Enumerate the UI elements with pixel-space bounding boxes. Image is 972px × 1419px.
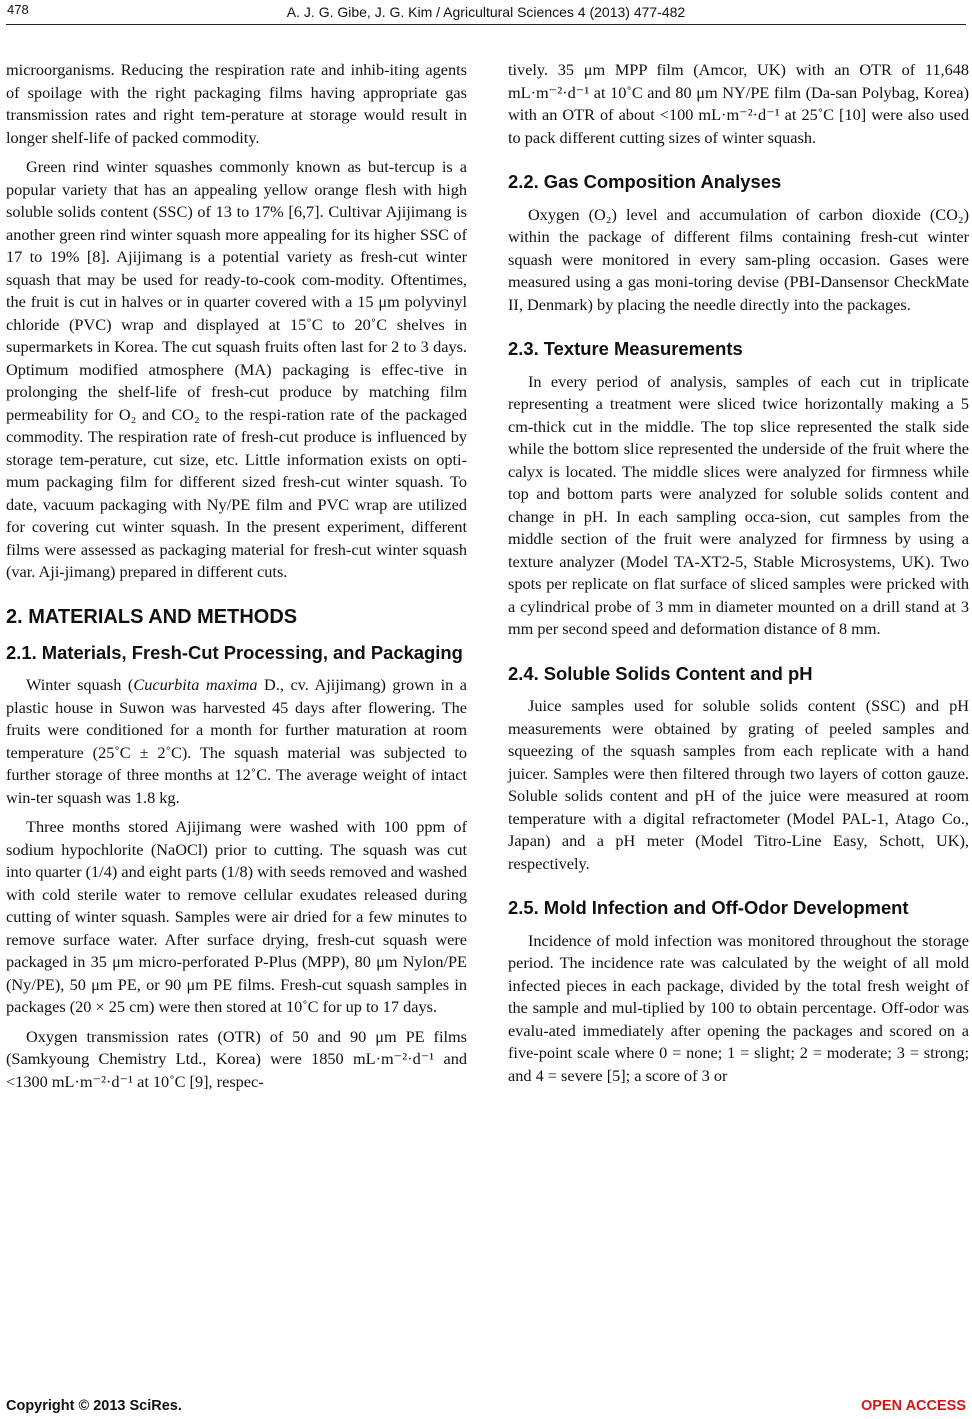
header-rule: [6, 24, 966, 25]
subsection-heading-2-2: 2.2. Gas Composition Analyses: [508, 171, 782, 192]
open-access-label: OPEN ACCESS: [860, 1398, 966, 1414]
subsection-heading-2-3: 2.3. Texture Measurements: [508, 338, 743, 359]
page-number: 478: [7, 2, 29, 17]
paragraph-materials: Winter squash (Cucurbita maxima D., cv. Ajijimang) grown in a plastic house in Suwon was harvested 45 days after flowering. The fruits were conditioned for a month for further maturation at room temperature (25˚C ± 2˚C). The squash material was subjected to further storage of three months at 12˚C. The average weight of intact win-ter squash was 1.8 kg.: [6, 675, 467, 807]
paragraph-processing: Three months stored Ajijimang were washed with 100 ppm of sodium hypochlorite (NaOCl) prior to cutting. The squash was cut into quarter (1/4) and eight parts (1/8) with seeds removed and washed with cold sterile water to remove cellular exudates released during cutting of winter squash. Samples were air dried for a few minutes to remove surface water. After surface drying, fresh-cut squash were packaged in 35 μm micro-perforated P-Plus (MPP), 80 μm Nylon/PE (Ny/PE), 50 μm PE, or 90 μm PE films. Fresh-cut squash samples in packages (20 × 25 cm) were then stored at 10˚C for up to 17 days.: [6, 817, 467, 1016]
subsection-heading-2-5: 2.5. Mold Infection and Off-Odor Development: [508, 897, 909, 918]
running-title: A. J. G. Gibe, J. G. Kim / Agricultural Sciences 4 (2013) 477-482: [286, 4, 686, 20]
left-column: [6, 59, 467, 1093]
paragraph-texture: In every period of analysis, samples of each cut in triplicate representing a treatment were sliced twice horizontally making a 5 cm-thick cut in the middle. The top slice represented the stalk side while the bottom slice represented the underside of the fruit where the calyx is located. The middle slices were analyzed for firmness while top and bottom parts were analyzed for soluble solids content and change in pH. In each sampling occa-sion, cut samples from the middle section of the fruit were analyzed for firmness by using a texture analyzer (Model TA-XT2-5, Stable Microsystems, UK). Two spots per replicate on flat surface of sliced samples were pricked with a cylindrical probe of 3 mm in diameter mounted on a drill stand at 3 mm per second speed and deformation distance of 8 mm.: [508, 371, 969, 638]
paragraph-ssc-ph: Juice samples used for soluble solids content (SSC) and pH measurements were obtained by grating of peeled samples and squeezing of the squash samples from each replicate with a hand juicer. Samples were then filtered through two layers of cotton gauze. Soluble solids content and pH of the juice were measured at room temperature with a digital refractometer (Model PAL-1, Atago Co., Japan) and a pH meter (Model Titro-Line Easy, Schott, UK), respectively.: [508, 696, 969, 873]
species-name: Cucurbita maxima: [133, 675, 258, 694]
copyright-notice: Copyright © 2013 SciRes.: [6, 1398, 182, 1414]
paragraph-intro-continued: microorganisms. Reducing the respiration rate and inhib-iting agents of spoilage with the right packaging films having appropriate gas transmission rates and right tem-perature at storage would result in longer shelf-life of packed commodity.: [6, 60, 467, 147]
right-column: [508, 59, 969, 1087]
paragraph-mold-offodor: Incidence of mold infection was monitored throughout the storage period. The incidence rate was calculated by the weight of all mold infected pieces in each package, divided by the total fresh weight of the sample and mul-tiplied by 100 to obtain percentage. Off-odor was evalu-ated immediately after opening the packages and scored on a five-point scale where 0 = none; 1 = slight; 2 = moderate; 3 = strong; and 4 = severe [5]; a score of 3 or: [508, 930, 969, 1085]
subsection-heading-2-1: 2.1. Materials, Fresh-Cut Processing, and Packaging: [6, 641, 463, 663]
paragraph-otr: Oxygen transmission rates (OTR) of 50 and 90 μm PE films (Samkyoung Chemistry Ltd., Korea) were 1850 mL·m⁻²·d⁻¹ and <1300 mL·m⁻²·d⁻¹ at 10˚C [9], respec-: [6, 1026, 467, 1091]
paragraph-otr-continued: tively. 35 μm MPP film (Amcor, UK) with an OTR of 11,648 mL·m⁻²·d⁻¹ at 10˚C and 80 μm NY/PE film (Da-san Polybag, Korea) with an OTR of about <100 mL·m⁻²·d⁻¹ at 25˚C [10] were also used to pack different cutting sizes of winter squash.: [508, 60, 969, 147]
paragraph-winter-squash: Green rind winter squashes commonly known as but-tercup is a popular variety that has an appealing yellow orange flesh with high soluble solids content (SSC) of 13 to 17% [6,7]. Cultivar Ajijimang is another green rind winter squash more appealing for its higher SSC of 17 to 19% [8]. Ajijimang is a potential variety as fresh-cut winter squash that may be used for ready-to-cook com-modity. Oftentimes, the fruit is cut in halves or in quarter covered with a 15 μm polyvinyl chloride (PVC) wrap and displayed at 15˚C to 20˚C shelves in supermarkets in Korea. The cut squash fruits often last for 2 to 3 days. Optimum modified atmosphere (MA) packaging is effec-tive in prolonging the shelf-life of fresh-cut produce by matching film permeability for O₂ and CO₂ to the respi-ration rate of the packaged commodity. The respiration rate of fresh-cut produce is influenced by storage tem-perature, cut size, etc. Little information exists on opti-mum packaging film for different sized fresh-cut winter squash. To date, vacuum packaging with Ny/PE film and PVC wrap are utilized for covering cut winter squash. In the present experiment, different films were assessed as packaging material for fresh-cut winter squash (var. Aji-jimang) prepared in different cuts.: [6, 157, 467, 581]
paragraph-gas-composition: Oxygen (O₂) level and accumulation of carbon dioxide (CO₂) within the package of different films containing fresh-cut winter squash were monitored in every sam-pling occasion. Gases were measured using a gas moni-toring devise (PBI-Dansensor CheckMate II, Denmark) by placing the needle directly into the packages.: [508, 204, 969, 314]
subsection-heading-2-4: 2.4. Soluble Solids Content and pH: [508, 662, 813, 684]
section-heading-materials-methods: 2. MATERIALS AND METHODS: [6, 605, 298, 628]
